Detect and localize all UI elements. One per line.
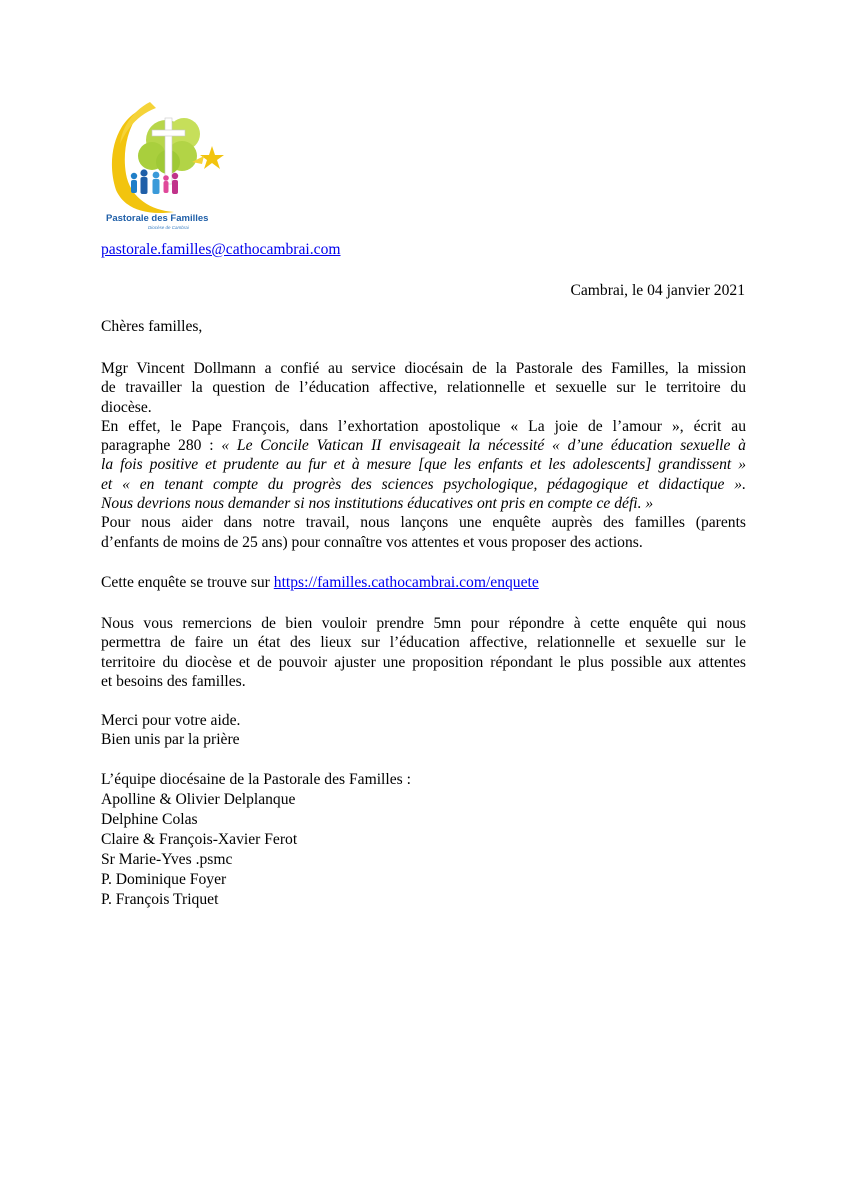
quote-line: Nous devrions nous demander si nos institutions éducatives ont pris en compte ce défi. » [101, 495, 654, 513]
text-line: En effet, le Pape François, dans l’exhortation apostolique « La joie de l’amour », écrit au [101, 417, 746, 435]
quote-text: « Le Concile Vatican II envisageait la nécessité « d’une éducation sexuelle à [221, 437, 746, 455]
closing-line: Merci pour votre aide. [101, 712, 241, 729]
text-line: territoire du diocèse et de pouvoir ajuster une proposition répondant le plus possible aux attentes [101, 653, 746, 671]
signature-name: Claire & François-Xavier Ferot [101, 831, 298, 848]
text-line: d’enfants de moins de 25 ans) pour connaître vos attentes et vous proposer des actions. [101, 533, 643, 551]
text-line: diocèse. [101, 398, 152, 416]
closing-line: Bien unis par la prière [101, 731, 240, 749]
survey-link[interactable]: https://familles.cathocambrai.com/enquete [273, 574, 539, 591]
signature-name: Apolline & Olivier Delplanque [101, 791, 296, 808]
text-line: et besoins des familles. [101, 672, 246, 690]
signature-heading: L’équipe diocésaine de la Pastorale des Familles : [101, 771, 411, 788]
signature-block [101, 770, 746, 910]
paragraph-thanks [101, 614, 746, 691]
logo-caption: Pastorale des Familles [106, 213, 209, 224]
text-line: Pour nous aider dans notre travail, nous lançons une enquête auprès des familles (parents [101, 514, 746, 532]
quote-line: et « en tenant compte du progrès des sciences psychologique, pédagogique et didactique ». [101, 475, 746, 493]
signature-name: Sr Marie-Yves .psmc [101, 851, 233, 868]
letter-date: Cambrai, le 04 janvier 2021 [570, 282, 745, 299]
quote-line: la fois positive et prudente au fur et à mesure [que les enfants et les adolescents] grandissent » [101, 456, 746, 474]
signature-name: P. François Triquet [101, 891, 219, 908]
text-line-quote-start [101, 436, 746, 455]
signature-name: Delphine Colas [101, 811, 198, 828]
text-line: Mgr Vincent Dollmann a confié au service diocésain de la Pastorale des Familles, la mission [101, 360, 746, 377]
logo-subcaption: Diocèse de Cambrai [148, 225, 189, 230]
text-line: de travailler la question de l’éducation affective, relationnelle et sexuelle sur le territoire du [101, 379, 746, 397]
survey-prefix: Cette enquête se trouve sur [101, 574, 274, 591]
text-line: permettra de faire un état des lieux sur l’éducation affective, relationnelle et sexuelle sur le [101, 634, 746, 652]
email-link[interactable]: pastorale.familles@cathocambrai.com [101, 241, 341, 258]
text-line: Nous vous remercions de bien vouloir prendre 5mn pour répondre à cette enquête qui nous [101, 615, 746, 632]
signature-name: P. Dominique Foyer [101, 871, 227, 888]
survey-line [101, 573, 746, 592]
text-plain: paragraphe 280 : [101, 437, 222, 455]
paragraph-intro [101, 359, 746, 552]
salutation: Chères familles, [101, 318, 203, 335]
closing [101, 711, 746, 750]
